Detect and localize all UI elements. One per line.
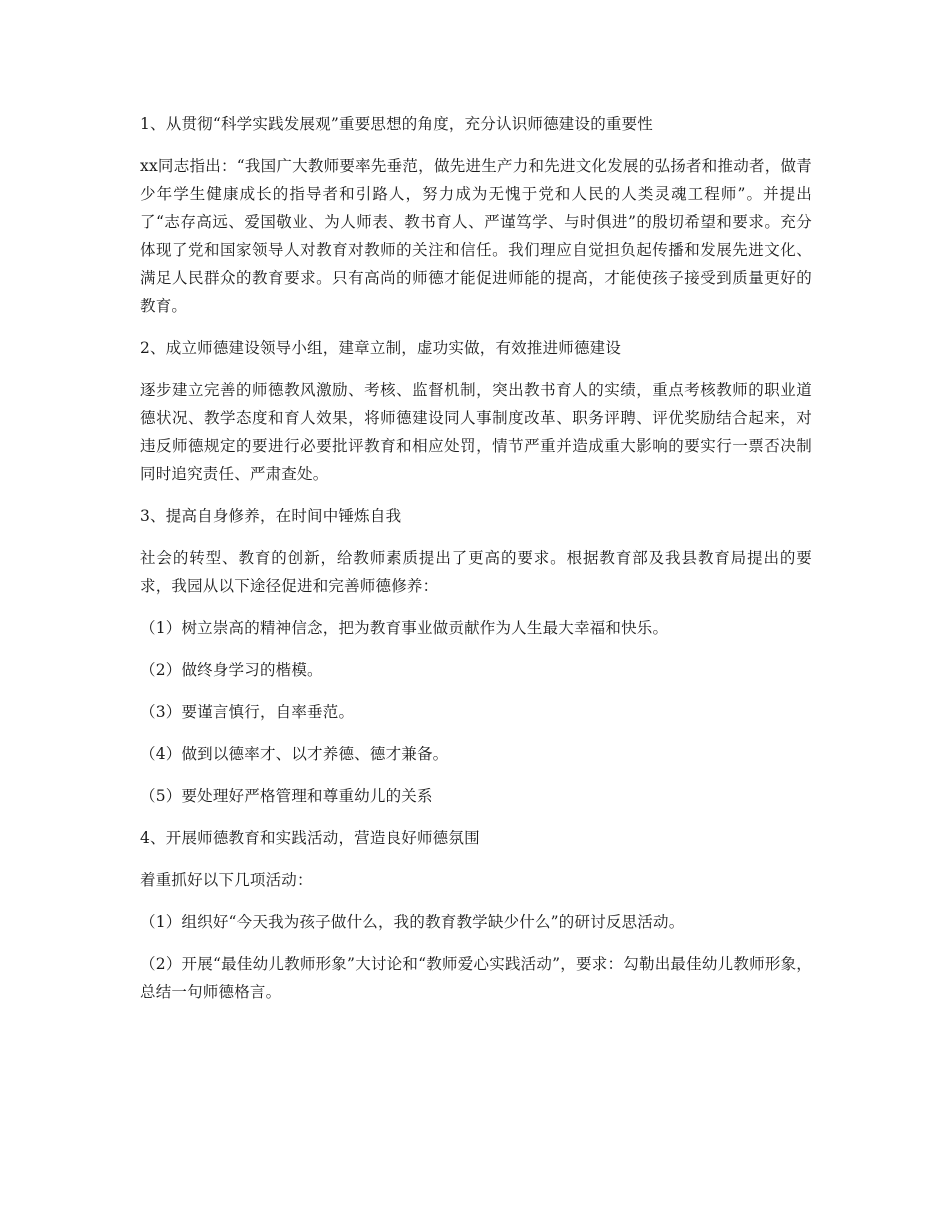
list-item: （5）要处理好严格管理和尊重幼儿的关系 [140, 787, 433, 805]
body-paragraph: 着重抓好以下几项活动： [140, 871, 313, 889]
document-page [140, 110, 812, 1020]
list-item: （3）要谨言慎行，自率垂范。 [140, 703, 355, 721]
list-item: （4）做到以德率才、以才养德、德才兼备。 [140, 745, 449, 763]
list-item: （2）开展“最佳幼儿教师形象”大讨论和“教师爱心实践活动”，要求：勾勒出最佳幼儿教师形象，总结一句师德格言。 [140, 955, 812, 1001]
list-item: （1）树立崇高的精神信念，把为教育事业做贡献作为人生最大幸福和快乐。 [140, 619, 669, 637]
section-heading-3: 3、提高自身修养，在时间中锤炼自我 [140, 507, 402, 525]
list-item: （1）组织好“今天我为孩子做什么，我的教育教学缺少什么”的研讨反思活动。 [140, 913, 685, 931]
body-paragraph: 逐步建立完善的师德教风激励、考核、监督机制，突出教书育人的实绩，重点考核教师的职业道德状况、教学态度和育人效果，将师德建设同人事制度改革、职务评聘、评优奖励结合起来，对违反师德规定的要进行必要批评教育和相应处罚，情节严重并造成重大影响的要实行一票否决制同时追究责任、严肃查处。 [140, 381, 812, 483]
section-heading-2: 2、成立师德建设领导小组，建章立制，虚功实做，有效推进师德建设 [140, 339, 622, 357]
section-heading-1: 1、从贯彻“科学实践发展观”重要思想的角度，充分认识师德建设的重要性 [140, 115, 654, 133]
list-item: （2）做终身学习的楷模。 [140, 661, 323, 679]
body-paragraph: 社会的转型、教育的创新，给教师素质提出了更高的要求。根据教育部及我县教育局提出的要求，我园从以下途径促进和完善师德修养： [140, 549, 812, 595]
body-paragraph: xx同志指出：“我国广大教师要率先垂范，做先进生产力和先进文化发展的弘扬者和推动者，做青少年学生健康成长的指导者和引路人，努力成为无愧于党和人民的人类灵魂工程师”。并提出了“志存高远、爱国敬业、为人师表、教书育人、严谨笃学、与时俱进”的殷切希望和要求。充分体现了党和国家领导人对教育对教师的关注和信任。我们理应自觉担负起传播和发展先进文化、满足人民群众的教育要求。只有高尚的师德才能促进师能的提高，才能使孩子接受到质量更好的教育。 [140, 157, 812, 315]
section-heading-4: 4、开展师德教育和实践活动，营造良好师德氛围 [140, 829, 480, 847]
